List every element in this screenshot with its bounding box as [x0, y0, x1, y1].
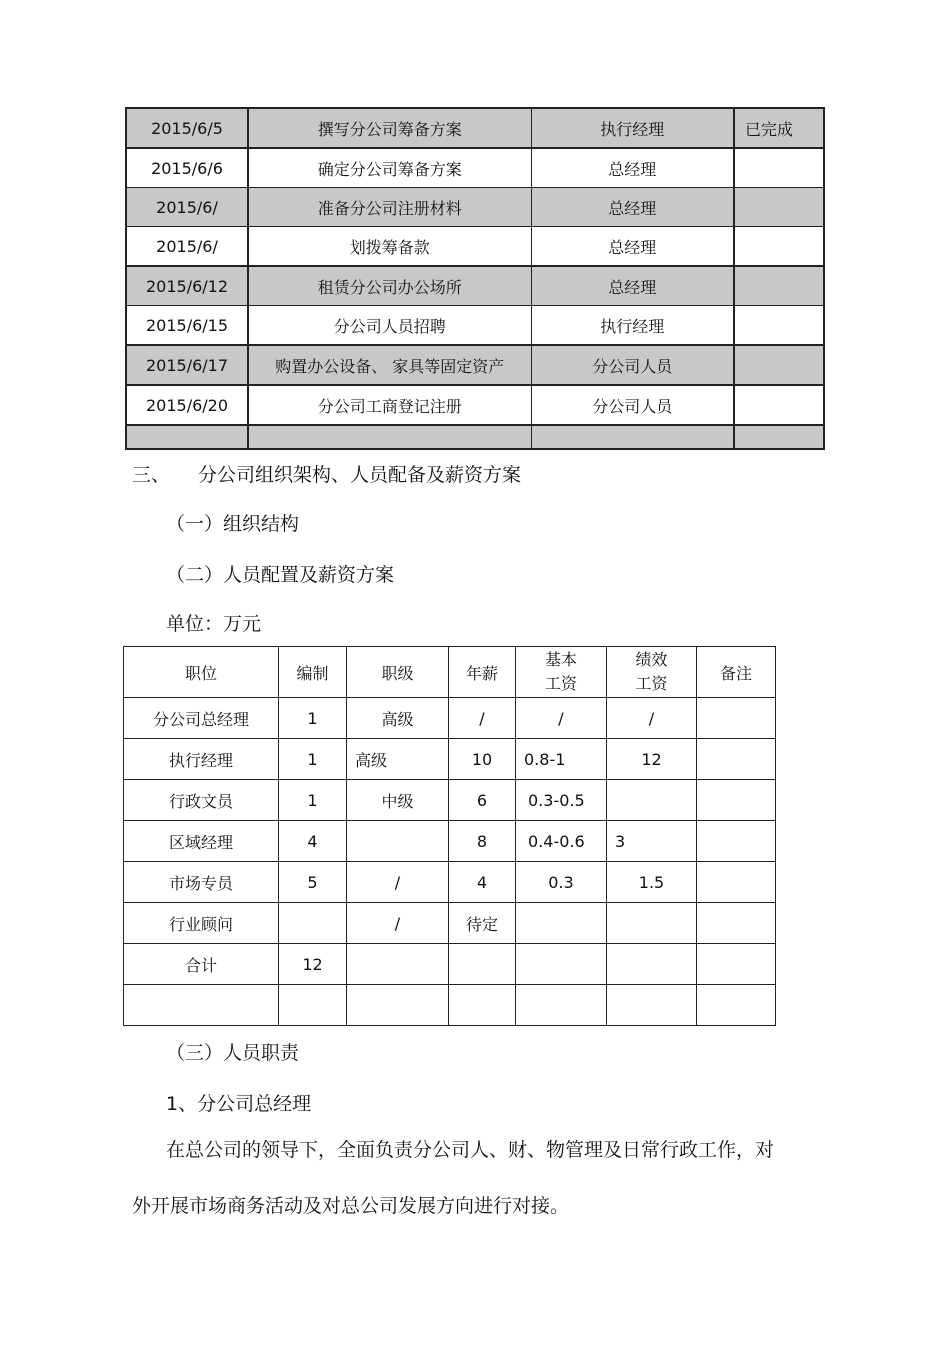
cell-annual: [449, 944, 516, 985]
cell-position: 执行经理: [124, 739, 279, 780]
schedule-cell-empty: [126, 425, 248, 449]
cell-note: [697, 698, 776, 739]
salary-table: [123, 646, 776, 1026]
schedule-status: [734, 227, 824, 267]
cell-note: [697, 821, 776, 862]
cell-empty: [516, 985, 607, 1026]
schedule-date: 2015/6/: [126, 227, 248, 267]
schedule-owner: 总经理: [531, 266, 734, 306]
schedule-row: [126, 385, 824, 425]
cell-headcount: 12: [279, 944, 347, 985]
schedule-owner: 总经理: [531, 148, 734, 188]
cell-grade: /: [347, 862, 449, 903]
salary-total-row: [124, 944, 776, 985]
header-note: 备注: [697, 647, 776, 698]
header-base-line2: 工资: [544, 674, 577, 693]
cell-headcount: 1: [279, 698, 347, 739]
salary-row: [124, 903, 776, 944]
header-grade: 职级: [347, 647, 449, 698]
schedule-status: [734, 345, 824, 385]
header-base-line1: 基本: [544, 650, 577, 669]
salary-row: [124, 821, 776, 862]
cell-grade: [347, 944, 449, 985]
cell-annual: 10: [449, 739, 516, 780]
schedule-row: [126, 345, 824, 385]
cell-note: [697, 903, 776, 944]
cell-annual: 待定: [449, 903, 516, 944]
schedule-cell-empty: [734, 425, 824, 449]
cell-perf: /: [607, 698, 697, 739]
schedule-row: [126, 227, 824, 267]
schedule-owner: 总经理: [531, 188, 734, 227]
salary-row: [124, 862, 776, 903]
cell-position: 行政文员: [124, 780, 279, 821]
schedule-date: 2015/6/20: [126, 385, 248, 425]
schedule-owner: 执行经理: [531, 306, 734, 346]
cell-empty: [697, 985, 776, 1026]
cell-position: 合计: [124, 944, 279, 985]
cell-base: 0.4-0.6: [516, 821, 607, 862]
cell-note: [697, 739, 776, 780]
cell-headcount: 4: [279, 821, 347, 862]
schedule-row: [126, 306, 824, 346]
section-number: 三、: [132, 464, 171, 486]
header-perf-line1: 绩效: [635, 650, 668, 669]
cell-note: [697, 780, 776, 821]
schedule-status: 已完成: [734, 108, 824, 148]
header-headcount: 编制: [279, 647, 347, 698]
cell-position: 市场专员: [124, 862, 279, 903]
schedule-row-empty: [126, 425, 824, 449]
schedule-owner: 总经理: [531, 227, 734, 267]
cell-headcount: 5: [279, 862, 347, 903]
cell-base: /: [516, 698, 607, 739]
salary-header-row: [124, 647, 776, 698]
schedule-row: [126, 188, 824, 227]
schedule-table: [125, 107, 825, 450]
schedule-task: 准备分公司注册材料: [248, 188, 531, 227]
cell-annual: 8: [449, 821, 516, 862]
schedule-row: [126, 266, 824, 306]
schedule-date: 2015/6/6: [126, 148, 248, 188]
schedule-owner: 执行经理: [531, 108, 734, 148]
schedule-task: 租赁分公司办公场所: [248, 266, 531, 306]
cell-position: 行业顾问: [124, 903, 279, 944]
unit-label: 单位：万元: [166, 613, 262, 635]
cell-empty: [449, 985, 516, 1026]
cell-base: [516, 944, 607, 985]
schedule-row: [126, 148, 824, 188]
schedule-date: 2015/6/12: [126, 266, 248, 306]
cell-note: [697, 944, 776, 985]
schedule-date: 2015/6/5: [126, 108, 248, 148]
item-general-manager: 1、分公司总经理: [166, 1093, 312, 1115]
cell-base: 0.3: [516, 862, 607, 903]
cell-annual: 6: [449, 780, 516, 821]
schedule-status: [734, 306, 824, 346]
header-position: 职位: [124, 647, 279, 698]
cell-base: 0.8-1: [516, 739, 607, 780]
cell-annual: 4: [449, 862, 516, 903]
header-base-salary: [516, 647, 607, 698]
cell-empty: [279, 985, 347, 1026]
schedule-date: 2015/6/15: [126, 306, 248, 346]
cell-grade: /: [347, 903, 449, 944]
schedule-task: 分公司人员招聘: [248, 306, 531, 346]
schedule-owner: 分公司人员: [531, 345, 734, 385]
cell-headcount: 1: [279, 739, 347, 780]
cell-grade: 高级: [347, 739, 449, 780]
schedule-status: [734, 188, 824, 227]
cell-perf: 1.5: [607, 862, 697, 903]
cell-perf: 12: [607, 739, 697, 780]
schedule-task: 撰写分公司筹备方案: [248, 108, 531, 148]
cell-perf: [607, 903, 697, 944]
cell-perf: [607, 780, 697, 821]
schedule-row: [126, 108, 824, 148]
schedule-cell-empty: [248, 425, 531, 449]
cell-annual: /: [449, 698, 516, 739]
schedule-task: 购置办公设备、 家具等固定资产: [248, 345, 531, 385]
schedule-task: 分公司工商登记注册: [248, 385, 531, 425]
subsection-responsibilities: （三）人员职责: [166, 1042, 300, 1064]
schedule-task: 划拨筹备款: [248, 227, 531, 267]
header-annual-salary: 年薪: [449, 647, 516, 698]
responsibility-paragraph: 在总公司的领导下，全面负责分公司人、财、物管理及日常行政工作，对外开展市场商务活动及对总公司发展方向进行对接。: [132, 1139, 775, 1217]
cell-empty: [347, 985, 449, 1026]
salary-row: [124, 739, 776, 780]
schedule-status: [734, 148, 824, 188]
schedule-status: [734, 266, 824, 306]
header-performance-salary: [607, 647, 697, 698]
cell-headcount: [279, 903, 347, 944]
section-title: 分公司组织架构、人员配备及薪资方案: [198, 464, 522, 486]
cell-base: [516, 903, 607, 944]
cell-empty: [607, 985, 697, 1026]
salary-row: [124, 780, 776, 821]
schedule-status: [734, 385, 824, 425]
subsection-staffing-salary: （二）人员配置及薪资方案: [166, 564, 395, 586]
cell-perf: [607, 944, 697, 985]
schedule-date: 2015/6/: [126, 188, 248, 227]
cell-note: [697, 862, 776, 903]
schedule-cell-empty: [531, 425, 734, 449]
schedule-task: 确定分公司筹备方案: [248, 148, 531, 188]
subsection-org-structure: （一）组织结构: [166, 513, 300, 535]
cell-grade: [347, 821, 449, 862]
cell-base: 0.3-0.5: [516, 780, 607, 821]
cell-position: 区域经理: [124, 821, 279, 862]
cell-grade: 中级: [347, 780, 449, 821]
cell-grade: 高级: [347, 698, 449, 739]
cell-headcount: 1: [279, 780, 347, 821]
cell-position: 分公司总经理: [124, 698, 279, 739]
header-perf-line2: 工资: [635, 674, 668, 693]
schedule-owner: 分公司人员: [531, 385, 734, 425]
salary-row: [124, 698, 776, 739]
cell-empty: [124, 985, 279, 1026]
schedule-date: 2015/6/17: [126, 345, 248, 385]
salary-row-empty: [124, 985, 776, 1026]
cell-perf: 3: [607, 821, 697, 862]
